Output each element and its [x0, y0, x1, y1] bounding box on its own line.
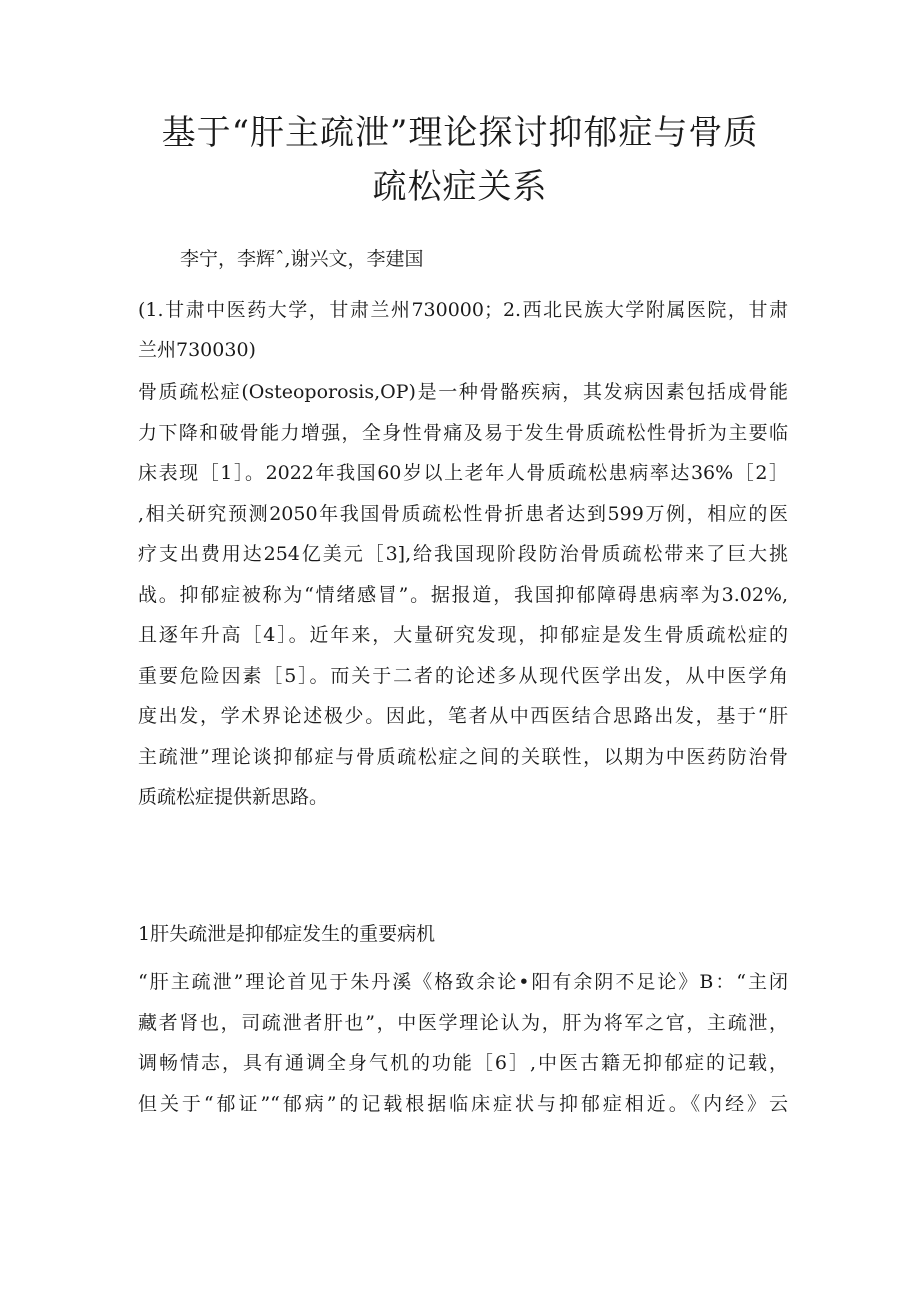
paragraph-line: 但关于“郁证”“郁病”的记载根据临床症状与抑郁症相近。《内经》云 — [138, 1092, 788, 1115]
paragraph-line: 力下降和破骨能力增强，全身性骨痛及易于发生骨质疏松性骨折为主要临 — [138, 421, 788, 444]
paragraph-line: 重要危险因素［5］。而关于二者的论述多从现代医学出发，从中医学角 — [138, 664, 788, 687]
paragraph-line: 主疏泄”理论谈抑郁症与骨质疏松症之间的关联性，以期为中医药防治骨 — [138, 745, 788, 768]
intro-paragraph — [138, 372, 788, 818]
paragraph-line: 床表现［1］。2022年我国60岁以上老年人骨质疏松患病率达36%［2］ — [138, 462, 788, 484]
paragraph-line: 疗支出费用达254亿美元［3],给我国现阶段防治骨质疏松带来了巨大挑 — [138, 543, 788, 565]
title-line-2: 疏松症关系 — [372, 167, 548, 207]
paragraph-line: 战。抑郁症被称为“情绪感冒”。据报道，我国抑郁障碍患病率为3.02%, — [138, 583, 788, 606]
paragraph-line: ,相关研究预测2050年我国骨质疏松性骨折患者达到599万例，相应的医 — [138, 502, 788, 525]
paragraph-line: 质疏松症提供新思路。 — [138, 786, 329, 808]
page-title — [120, 106, 800, 214]
affiliation — [138, 290, 788, 370]
title-line-1: 基于“肝主疏泄”理论探讨抑郁症与骨质 — [161, 113, 759, 153]
paragraph-line: 且逐年升高［4］。近年来，大量研究发现，抑郁症是发生骨质疏松症的 — [138, 624, 788, 646]
section-heading: 1肝失疏泄是抑郁症发生的重要病机 — [138, 923, 436, 945]
affiliation-line: (1.甘肃中医药大学，甘肃兰州730000；2.西北民族大学附属医院，甘肃 — [138, 299, 788, 321]
paragraph-line: “肝主疏泄”理论首见于朱丹溪《格致余论•阳有余阴不足论》B：“主闭 — [138, 971, 788, 993]
affiliation-line: 兰州730030) — [138, 339, 256, 361]
paragraph-line: 藏者肾也，司疏泄者肝也”，中医学理论认为，肝为将军之官，主疏泄， — [138, 1011, 788, 1034]
paragraph-line: 调畅情志，具有通调全身气机的功能［6］,中医古籍无抑郁症的记载， — [138, 1052, 788, 1074]
paragraph-line: 度出发，学术界论述极少。因此，笔者从中西医结合思路出发，基于“肝 — [138, 705, 788, 727]
paragraph-line: 骨质疏松症(Osteoporosis,OP)是一种骨骼疾病，其发病因素包括成骨能 — [138, 381, 788, 403]
author-list: 李宁，李辉ˆ,谢兴文，李建国 — [180, 248, 424, 270]
section-paragraph — [138, 962, 788, 1124]
